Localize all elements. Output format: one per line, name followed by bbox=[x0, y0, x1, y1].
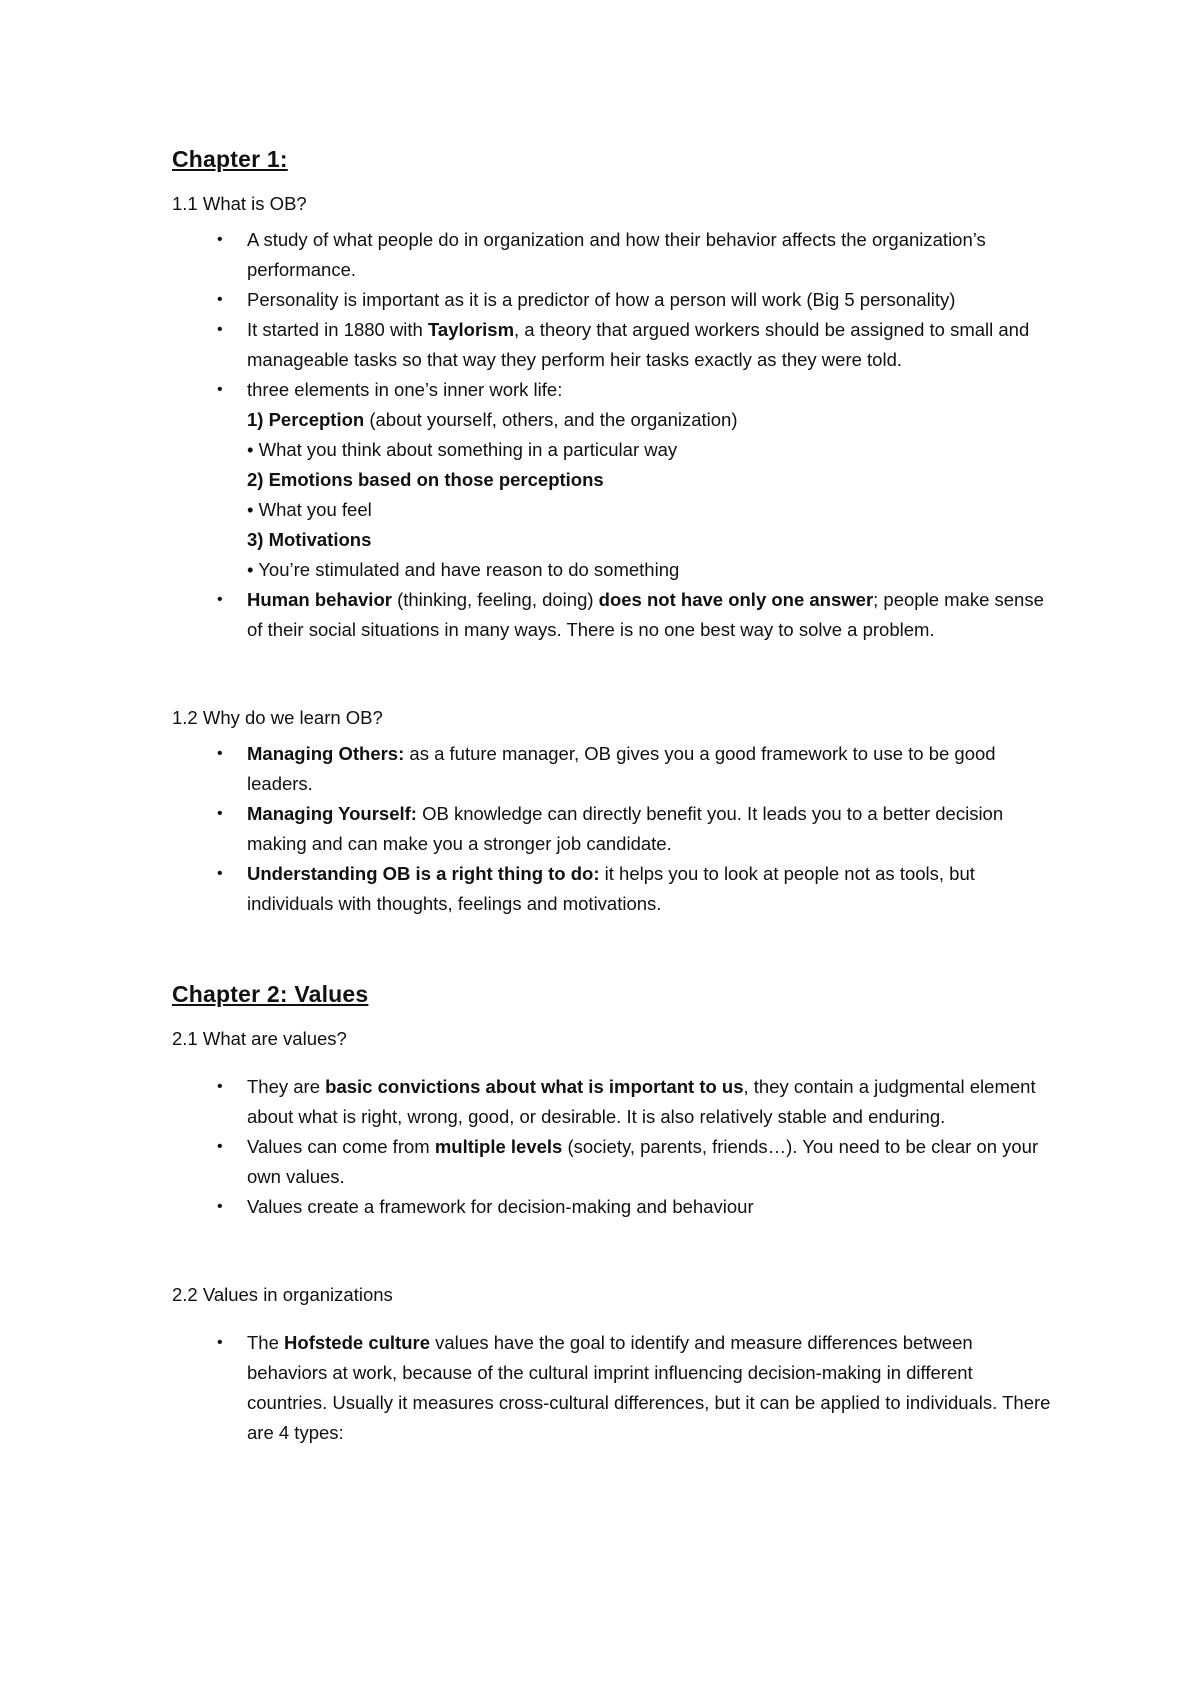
spacer bbox=[172, 645, 1052, 703]
bullet-text: Values can come from bbox=[247, 1136, 435, 1157]
bullet-text: (society, parents, friends…). You need to be clear on your own values. bbox=[247, 1136, 1039, 1187]
bullet-text: values have the goal to identify and measure differences between behaviors at work, because of the cultural imprint influencing decision-making in different countries. Usually it measures cross-cultural differences, but it can be applied to individuals. There are 4 types: bbox=[247, 1332, 1051, 1443]
term-label: Understanding OB is a right thing to do: bbox=[247, 863, 600, 884]
bullet-text: OB knowledge can directly benefit you. It leads you to a better decision making and can make you a stronger job candidate. bbox=[247, 803, 1004, 854]
list-item bbox=[172, 799, 1052, 859]
list-item bbox=[172, 859, 1052, 919]
bullet-text: It started in 1880 with bbox=[247, 319, 428, 340]
bullet-text: The bbox=[247, 1332, 285, 1353]
element-desc: (about yourself, others, and the organization) bbox=[364, 409, 738, 430]
list-item bbox=[172, 285, 1052, 315]
bullet-text: ; people make sense of their social situations in many ways. There is no one best way to solve a problem. bbox=[247, 589, 1044, 640]
bullet-text: (thinking, feeling, doing) bbox=[391, 589, 599, 610]
bullet-text: , they contain a judgmental element about what is right, wrong, good, or desirable. It is also relatively stable and enduring. bbox=[247, 1076, 1036, 1127]
term-basic-convictions: basic convictions about what is important to us bbox=[325, 1076, 744, 1097]
list-item bbox=[172, 315, 1052, 375]
bullet-text: A study of what people do in organization and how their behavior affects the organization’s performance. bbox=[247, 229, 986, 280]
section-1-2-list bbox=[172, 739, 1052, 919]
element-perception bbox=[247, 405, 1052, 435]
list-item bbox=[172, 1192, 1052, 1222]
section-2-2-list bbox=[172, 1328, 1052, 1448]
list-item bbox=[172, 375, 1052, 585]
section-2-1-heading: 2.1 What are values? bbox=[172, 1028, 347, 1049]
spacer bbox=[172, 1316, 1052, 1328]
bullet-text: Personality is important as it is a predictor of how a person will work (Big 5 personality) bbox=[247, 289, 956, 310]
spacer bbox=[172, 919, 1052, 981]
term-no-one-answer: does not have only one answer bbox=[598, 589, 874, 610]
element-number: 1) bbox=[247, 409, 269, 430]
bullet-text: • three elements in one’s inner work life: bbox=[247, 379, 563, 400]
element-label: Perception bbox=[268, 409, 365, 430]
element-label: Motivations bbox=[268, 529, 372, 550]
document-body bbox=[172, 146, 1052, 1448]
spacer bbox=[172, 1222, 1052, 1280]
term-hofstede-culture: Hofstede culture bbox=[284, 1332, 430, 1353]
section-2-2-heading: 2.2 Values in organizations bbox=[172, 1284, 393, 1305]
section-1-2-heading: 1.2 Why do we learn OB? bbox=[172, 707, 383, 728]
list-item bbox=[172, 1328, 1052, 1448]
term-label: Managing Yourself: bbox=[247, 803, 417, 824]
list-item bbox=[172, 739, 1052, 799]
bullet-text: , a theory that argued workers should be assigned to small and manageable tasks so that way they perform heir tasks exactly as they were told. bbox=[247, 319, 1030, 370]
bullet-text: They are bbox=[247, 1076, 326, 1097]
bullet-text: Values create a framework for decision-making and behaviour bbox=[247, 1196, 754, 1217]
bullet-text: it helps you to look at people not as tools, but individuals with thoughts, feelings and motivations. bbox=[247, 863, 975, 914]
list-item bbox=[172, 1132, 1052, 1192]
element-motivations bbox=[247, 525, 1052, 555]
element-motivations-detail: • You’re stimulated and have reason to do something bbox=[247, 559, 680, 580]
element-perception-detail: • What you think about something in a particular way bbox=[247, 439, 678, 460]
chapter-1-title: Chapter 1: bbox=[172, 146, 288, 172]
term-taylorism: Taylorism bbox=[428, 319, 515, 340]
section-2-1-list bbox=[172, 1072, 1052, 1222]
element-emotions: 2) Emotions based on those perceptions bbox=[247, 469, 604, 490]
section-1-1-list bbox=[172, 225, 1052, 645]
element-emotions-detail: • What you feel bbox=[247, 499, 372, 520]
term-human-behavior: Human behavior bbox=[247, 589, 392, 610]
chapter-2-title: Chapter 2: Values bbox=[172, 981, 369, 1007]
list-item bbox=[172, 585, 1052, 645]
bullet-text: as a future manager, OB gives you a good framework to use to be good leaders. bbox=[247, 743, 996, 794]
list-item bbox=[172, 225, 1052, 285]
list-item bbox=[172, 1072, 1052, 1132]
term-label: Managing Others: bbox=[247, 743, 405, 764]
element-number: 3) bbox=[247, 529, 269, 550]
term-multiple-levels: multiple levels bbox=[434, 1136, 563, 1157]
spacer bbox=[172, 1060, 1052, 1072]
section-1-1-heading: 1.1 What is OB? bbox=[172, 193, 307, 214]
